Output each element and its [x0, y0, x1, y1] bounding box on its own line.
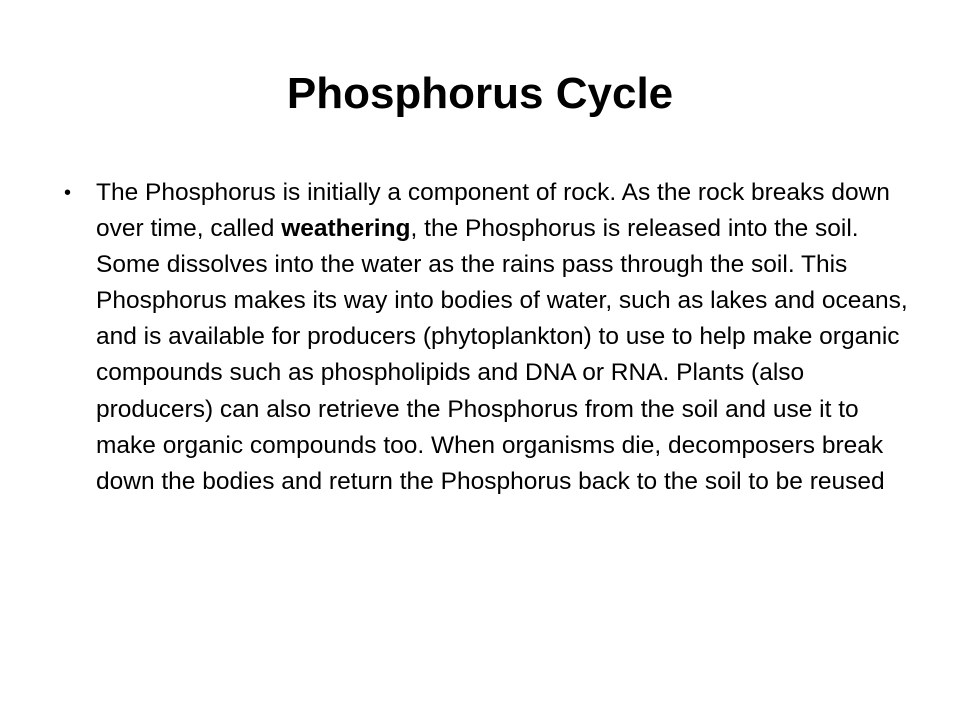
- bold-term-weathering: weathering: [281, 215, 411, 243]
- bullet-text-part-1: The Phosphorus is initially a component of rock. As the rock breaks down over time, called: [96, 179, 890, 243]
- bullet-text-part-2: , the Phosphorus is released into the soil. Some dissolves into the water as the rains pass through the soil. This Phosphorus makes its way into bodies of water, such as lakes and oceans, and is available for producers (phytoplankton) to use to help make organic compounds such as phospholipids and DNA or RNA. Plants (also producers) can also retrieve the Phosphorus from the soil and use it to make organic compounds too. When organisms die, decomposers break down the bodies and return the Phosphorus back to the soil to be reused: [96, 215, 908, 495]
- bullet-list: [60, 175, 910, 500]
- bullet-text: [96, 175, 910, 500]
- slide-title: Phosphorus Cycle: [286, 69, 674, 118]
- bullet-item: [60, 175, 910, 500]
- bullet-marker: •: [64, 182, 72, 204]
